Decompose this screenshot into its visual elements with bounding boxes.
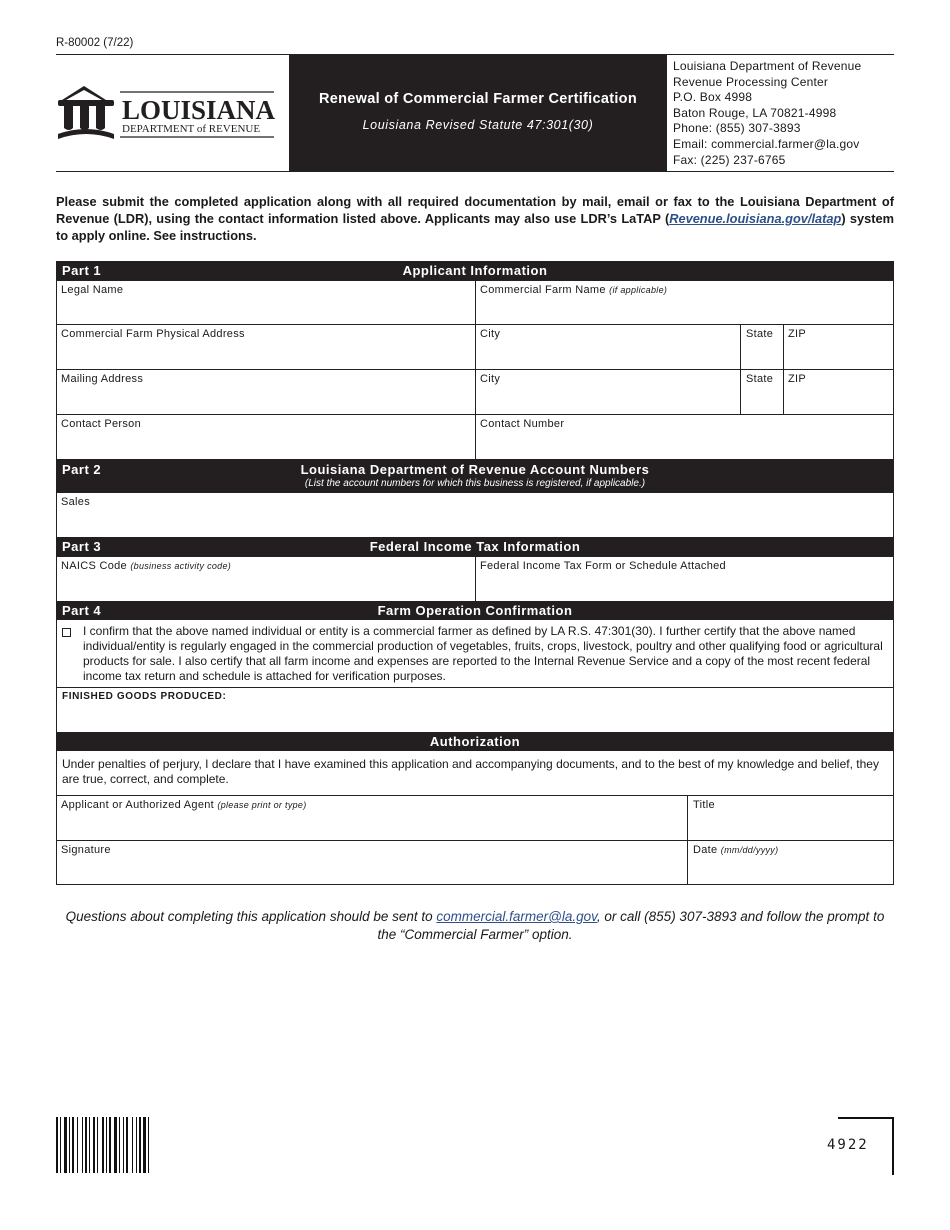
contact-line: Louisiana Department of Revenue: [673, 59, 862, 73]
col-divider: [783, 324, 784, 414]
title-field[interactable]: Title: [688, 795, 894, 840]
physical-state-field[interactable]: State: [741, 324, 783, 369]
header-bottom-rule: [56, 171, 894, 172]
barcode-bar: [89, 1117, 90, 1173]
col-divider: [475, 280, 476, 459]
barcode-bar: [64, 1117, 67, 1173]
barcode-bar: [69, 1117, 70, 1173]
physical-address-field[interactable]: Commercial Farm Physical Address: [56, 324, 475, 369]
physical-city-field[interactable]: City: [475, 324, 741, 369]
barcode-bar: [148, 1117, 149, 1173]
declaration-text: Under penalties of perjury, I declare that I have examined this application and accompanying documents, and to the best of my knowledge and belief, they are true, correct, and complete.: [62, 757, 879, 786]
part4-header: Part 4 Farm Operation Confirmation: [56, 601, 894, 620]
fed-tax-form-field[interactable]: Federal Income Tax Form or Schedule Attached: [475, 556, 894, 601]
logo-name: LOUISIANA: [122, 95, 276, 125]
part2-header: Part 2 Louisiana Department of Revenue Account Numbers (List the account numbers for which this business is registered, if applicable.): [56, 459, 894, 492]
barcode-bar: [143, 1117, 146, 1173]
physical-zip-field[interactable]: ZIP: [783, 324, 894, 369]
mailing-zip-field[interactable]: ZIP: [783, 369, 894, 414]
logo-dept: DEPARTMENT of REVENUE: [122, 123, 261, 135]
barcode-bar: [82, 1117, 83, 1173]
part3-header: Part 3 Federal Income Tax Information: [56, 537, 894, 556]
confirm-checkbox[interactable]: [62, 628, 71, 637]
barcode-bar: [93, 1117, 95, 1173]
barcode-bar: [85, 1117, 87, 1173]
louisiana-revenue-logo: [56, 82, 276, 144]
page-number: 4922: [827, 1137, 869, 1153]
latap-link[interactable]: Revenue.louisiana.gov/latap: [669, 211, 842, 226]
contact-block: [673, 59, 861, 168]
barcode-bar: [106, 1117, 107, 1173]
barcode-bar: [60, 1117, 61, 1173]
barcode-bar: [97, 1117, 98, 1173]
mailing-city-field[interactable]: City: [475, 369, 741, 414]
barcode-bar: [136, 1117, 137, 1173]
form-title: Renewal of Commercial Farmer Certification: [319, 91, 637, 107]
contact-person-field[interactable]: Contact Person: [56, 414, 475, 459]
footer-email-link[interactable]: commercial.farmer@la.gov: [436, 909, 597, 924]
confirmation-statement: [62, 624, 888, 684]
part1-header: Part 1 Applicant Information: [56, 261, 894, 280]
contact-line: Phone: (855) 307-3893: [673, 121, 801, 136]
statute-reference: Louisiana Revised Statute 47:301(30): [362, 118, 594, 132]
title-block: [289, 55, 667, 171]
barcode-bar: [114, 1117, 117, 1173]
naics-code-field[interactable]: NAICS Code (business activity code): [56, 556, 475, 601]
farm-name-field[interactable]: Commercial Farm Name (if applicable): [475, 280, 894, 325]
contact-line: Fax: (225) 237-6765: [673, 152, 786, 167]
barcode-bar: [77, 1117, 78, 1173]
contact-line: Email: commercial.farmer@la.gov: [673, 136, 860, 151]
barcode-bar: [72, 1117, 74, 1173]
contact-line: Baton Rouge, LA 70821-4998: [673, 105, 837, 120]
row-rule: [56, 687, 894, 688]
barcode-bar: [56, 1117, 58, 1173]
col-divider: [687, 795, 688, 885]
signature-field[interactable]: Signature: [56, 840, 688, 885]
barcode-bar: [139, 1117, 141, 1173]
contact-line: Revenue Processing Center: [673, 74, 829, 89]
finished-goods-label: FINISHED GOODS PRODUCED:: [62, 691, 227, 702]
confirmation-text: I confirm that the above named individual or entity is a commercial farmer as defined by LA R.S. 47:301(30). I further certify that the above named individual/entity is regularly engaged in the commercial production of vegetables, fruits, crops, livestock, poultry and other qualifying food or agricultural products for sale. I also certify that all farm income and expenses are reported to the Internal Revenue Service and a copy of the most recent federal income tax return and schedule is attached for verification purposes.: [83, 624, 883, 683]
finished-goods-field[interactable]: [56, 704, 894, 732]
contact-line: P.O. Box 4998: [673, 90, 753, 105]
mailing-state-field[interactable]: State: [741, 369, 783, 414]
barcode-bar: [132, 1117, 133, 1173]
agent-name-field[interactable]: Applicant or Authorized Agent (please print or type): [56, 795, 688, 840]
barcode-bar: [102, 1117, 104, 1173]
legal-name-field[interactable]: Legal Name: [56, 280, 475, 325]
mailing-address-field[interactable]: Mailing Address: [56, 369, 475, 414]
footer-note: Questions about completing this application should be sent to commercial.farmer@la.gov, or call (855) 307-3893 and follow the prompt to the “Commercial Farmer” option.: [65, 909, 885, 942]
col-divider: [740, 324, 741, 414]
col-divider: [475, 556, 476, 601]
intro-instructions: Please submit the completed application along with all required documentation by mail, email or fax to the Louisiana Department of Revenue (LDR), using the contact information listed above. Applicants may also use LDR’s LaTAP (Revenue.louisiana.gov/latap) system to apply online. See instructions.: [56, 194, 894, 243]
authorization-header: Authorization: [56, 732, 894, 751]
date-field[interactable]: Date (mm/dd/yyyy): [688, 840, 894, 885]
barcode: [56, 1117, 206, 1173]
barcode-bar: [119, 1117, 120, 1173]
sales-account-field[interactable]: Sales: [56, 492, 894, 537]
contact-number-field[interactable]: Contact Number: [475, 414, 894, 459]
barcode-bar: [123, 1117, 124, 1173]
form-code: R-80002 (7/22): [56, 37, 134, 49]
barcode-bar: [109, 1117, 111, 1173]
barcode-bar: [126, 1117, 128, 1173]
